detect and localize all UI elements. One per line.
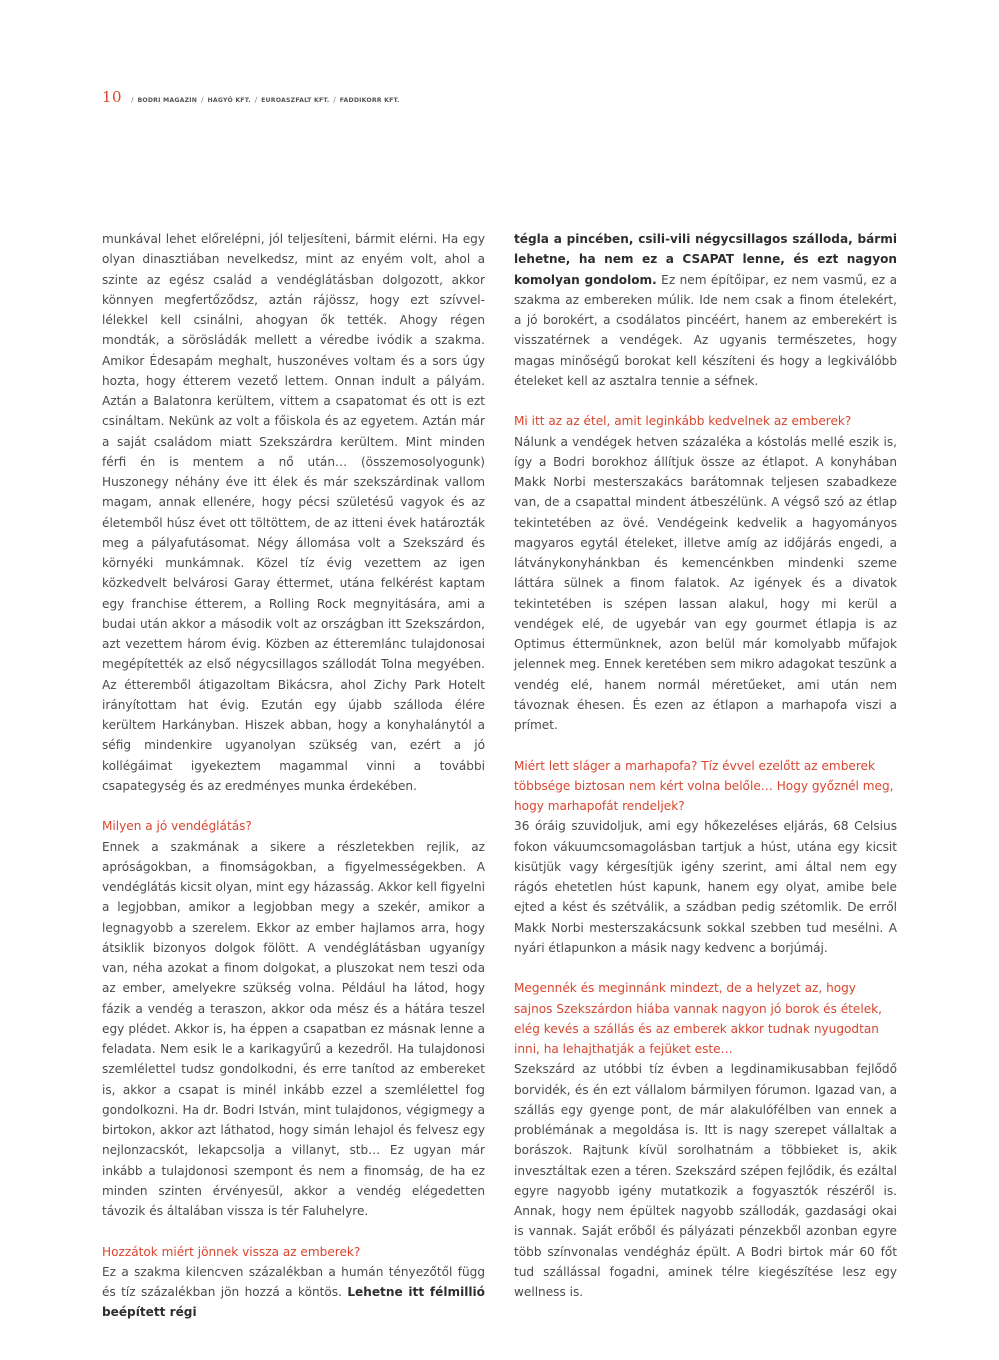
article-paragraph: Ennek a szakmának a sikere a részletekben rejlik, az apróságokban, a finomságokban, a figyelmességekben. A vendéglátás kicsit olyan, mint egy házasság. Akkor kell figyelni a legjobban, amikor a legjobban megy a szekér, amikor a legnagyobb a szerelem. Ekkor az ember hajlamos arra, hogy átsiklik bizonyos dolgok fölött. A vendéglátásban ugyanígy van, néha azokat a finom dolgokat, a pluszokat nem teszi oda az ember, amelyekre szükség volna. Például ha látod, hogy fázik a vendég a teraszon, akkor oda mész és a hátára teszel egy plédet. Akkor is, ha éppen a csapatban ez másnak lenne a feladata. Nem esik le a karikagyűrű a kezedről. Ha tulajdonosi szemlélettel tudsz gondolkodni, és erre tanítod az embereket is, akkor a csapat is minél inkább ezzel a szemlélettel fog gondolkozni. Ha dr. Bodri István, mint tulajdonos, végigmegy a birtokon, akkor azt láthatod, hogy simán lehajol és felvesz egy nejlonzacskót, lekapcsolja a villanyt, stb… Ez ugyan már inkább a tulajdonosi szempont és nem a finomság, de ha ez minden szinten érvényesül, akkor a vendég elégedetten távozik és általában vissza is tér Faluhelyre.: [102, 839, 485, 1218]
article-paragraph: munkával lehet előrelépni, jól teljesíteni, bármit elérni. Ha egy olyan dinasztiában nevelkedsz, mint az enyém volt, ahol a szinte az egész család a vendéglátásban dolgozott, akkor könnyen megfertőződsz, aztán rájössz, hogy ezt szívvel-lélekkel kell csinálni, ahogyan ők tették. Ahogy régen mondták, a sörösládák mellett a véredbe ivódik a szakma. Amikor Édesapám meghalt, huszonéves voltam és a sors úgy hozta, hogy étterem vezető lettem. Onnan indult a pályám. Aztán a Balatonra kerültem, vittem a csapatomat és ott is ezt csináltam. Nekünk az volt a főiskola és az egyetem. Aztán már a saját családom miatt Szekszárdra kerültem. Mint minden férfi én is mentem a nő után… (összemosolyogunk) Huszonegy néhány éve itt élek és már szekszárdinak vallom magam, annak ellenére, hogy pécsi születésű vagyok és az életemből húsz évet ott töltöttem, de az itteni évek határozták meg a pályafutásomat. Négy állomása volt a Szekszárd és környéki munkámnak. Közel tíz évig vezettem az igen közkedvelt belvárosi Garay éttermet, utána felkérést kaptam egy franchise étterem, a Rolling Rock megnyitására, ami a budai után akkor a második volt az országban itt Szekszárdon, azt vezettem három évig. Közben az étteremlánc tulajdonosai megépítették az első négycsillagos szállodát Tolna megyében. Az étteremből átigazoltam Bikácsra, ahol Zichy Park Hotelt irányítottam hat évig. Ezután egy újabb szálloda élére kerültem Harkányban. Hiszek abban, hogy a konyhalánytól a séfig mindenkire ugyanolyan szükség van, ezért a jó kollégáimat igyekeztem magammal vinni a további csapategység és az eredményes munka érdekében.: [102, 232, 485, 793]
breadcrumb-separator: /: [254, 96, 258, 104]
highlighted-quote: Lehetne itt félmillió beépített régi: [102, 1285, 485, 1320]
breadcrumb-item: BODRI MAGAZIN: [137, 97, 198, 104]
page-number: 10: [102, 88, 123, 106]
interview-question: Milyen a jó vendéglátás?: [102, 819, 252, 834]
breadcrumb-separator: /: [131, 96, 134, 104]
breadcrumb-item: HAGYÓ KFT.: [207, 97, 251, 104]
interview-question: Hozzátok miért jönnek vissza az emberek?: [102, 1244, 361, 1259]
article-paragraph: 36 óráig szuvidoljuk, ami egy hőkezeléses eljárás, 68 Celsius fokon vákuumcsomagolásban tartjuk a húst, utána egy kicsit kisütjük vagy kérgesítjük igény szerint, ami által nem egy rágós ehetetlen húst kapunk, hanem egy olyat, amibe bele ejted a kést és szétválik, a szádban pedig szétomlik. De erről Makk Norbi mesterszakácsunk sokkal szebben tud mesélni. A nyári étlapunkon a másik nagy kedvenc a borjúmáj.: [514, 819, 897, 955]
left-column: [102, 229, 485, 1323]
right-column: [514, 229, 897, 1302]
paragraph-text: Ez nem építőipar, ez nem vasmű, ez a szakma az embereken múlik. Ide nem csak a finom ételekért, a jó borokért, a csodálatos pincéért, hanem az emberekért is visszatérnek a vendégek. Az ugyanis természetes, hogy magas minőségű borokat kell készíteni és hogy a legkiválóbb ételeket kell az asztalra tennie a séfnek.: [514, 272, 897, 388]
interview-question: Miért lett sláger a marhapofa? Tíz évvel ezelőtt az emberek többsége biztosan nem kért volna belőle… Hogy győznél meg, hogy marhapofát rendeljek?: [514, 758, 894, 813]
breadcrumb-separator: /: [201, 96, 204, 104]
breadcrumb-separator: /: [333, 96, 336, 104]
interview-question: Mi itt az az étel, amit leginkább kedvelnek az emberek?: [514, 414, 852, 429]
breadcrumb-item: EUROASZFALT KFT.: [261, 97, 330, 104]
breadcrumb-item: FADDIKORR KFT.: [339, 97, 400, 104]
article-paragraph: Nálunk a vendégek hetven százaléka a kóstolás mellé eszik is, így a Bodri borokhoz állítjuk össze az étlapot. A konyhában Makk Norbi mesterszakács barátomnak teljesen szabadkeze van, de a csapattal mindent átbeszélünk. A végső szó az étlap tekintetében az övé. Vendégeink kedvelik a hagyományos magyaros egytál ételeket, illetve amíg az időjárás engedi, a látványkonyhánkban és kemencénkben mindenki szeme láttára sülnek a finom falatok. Az igények és a divatok tekintetében is szépen lassan alakul, hogy mi kerül a vendégek elé, de ugyebár van egy gourmet étlapja is az Optimus éttermünknek, azon belül már komolyabb műfajok jelennek meg. Ennek keretében sem mikro adagokat teszünk a vendég elé, hanem normál méretűeket, ami után nem távoznak éhesen. És ezen az étlapon a marhapofa viszi a prímet.: [514, 434, 897, 732]
interview-question: Megennék és meginnánk mindezt, de a helyzet az, hogy sajnos Szekszárdon hiába vannak nagyon jó borok és ételek, elég kevés a szállás és az emberek akkor tudnak nyugodtan inni, ha lehajthatják a fejüket este…: [514, 981, 882, 1056]
highlighted-quote: tégla a pincében, csili-vili négycsillagos szálloda, bármi lehetne, ha nem ez a CSAPAT lenne, és ezt nagyon komolyan gondolom.: [514, 232, 897, 287]
article-paragraph: [514, 229, 897, 391]
article-paragraph: [102, 1262, 485, 1323]
paragraph-text: Ez a szakma kilencven százalékban a humán tényezőtől függ és tíz százalékban jön hozzá a köntös.: [102, 1264, 485, 1299]
breadcrumb: [127, 96, 399, 104]
page-header: [102, 88, 400, 110]
article-paragraph: Szekszárd az utóbbi tíz évben a legdinamikusabban fejlődő borvidék, és én ezt vállalom bármilyen fórumon. Igazad van, a szállás egy gyenge pont, de már alakulófélben van ennek a problémának a megoldása is. Itt is nagy szerepet vállaltak a borászok. Rajtunk kívül sorolhatnám a többieket is, akik invesztáltak ezen a téren. Szekszárd szépen fejlődik, és ezáltal egyre nagyobb igény mutatkozik a fogyasztók részéről is. Annak, hogy nem épültek nagyobb szállodák, gazdasági okai is vannak. Saját erőből és pályázati pénzekből azonban egyre több színvonalas vendégház épült. A Bodri birtok már 60 főt tud szállással fogadni, aminek télre kiegészítése lesz egy wellness is.: [514, 1062, 897, 1299]
